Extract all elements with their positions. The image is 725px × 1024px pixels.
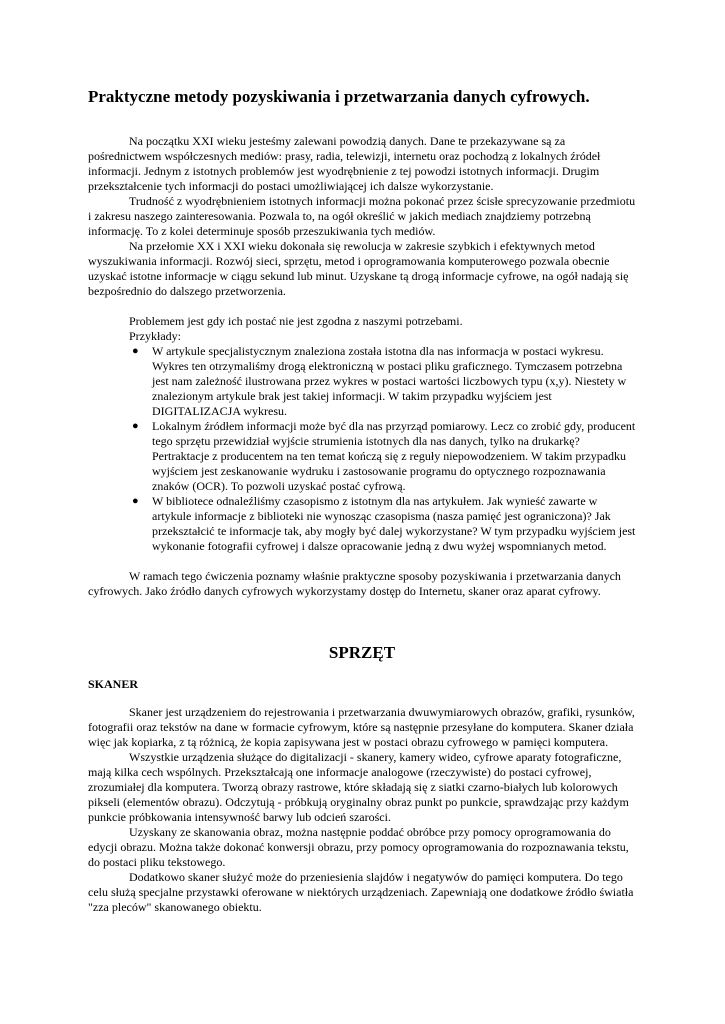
example-text-1: W artykule specjalistycznym znaleziona została istotna dla nas informacja w postaci wykresu. Wykres ten otrzymaliśmy drogą elektroniczną w postaci pliku graficznego. Tymczasem potrzebna jest nam zależność ilustrowana przez wykres w postaci wartości liczbowych typu (x,y). Niestety w znalezionym artykule brak jest takiej informacji. W takim przypadku wyjściem jest DIGITALIZACJA wykresu. [152, 344, 627, 418]
examples-label: Przykłady: [129, 329, 181, 343]
intro-section [88, 134, 636, 599]
section-heading: SPRZĘT [328, 643, 396, 662]
list-item [88, 494, 636, 554]
bullet-icon: ● [132, 420, 139, 432]
example-text-2: Lokalnym źródłem informacji może być dla nas przyrząd pomiarowy. Lecz co zrobić gdy, producent tego sprzętu przewidział wyjście strumienia istotnych dla nas danych, tylko na drukarkę? Pertraktacje z producentem na ten temat kończą się z reguły niepowodzeniem. W takim przypadku wyjściem jest zeskanowanie wydruku i zastosowanie programu do optycznego rozpoznawania znaków (OCR). To pozwoli uzyskać postać cyfrową. [152, 419, 636, 493]
list-item [88, 344, 636, 419]
scanner-section [88, 705, 636, 915]
intro-paragraph-3: Na przełomie XX i XXI wieku dokonała się rewolucja w zakresie szybkich i efektywnych metod wyszukiwania informacji. Rozwój sieci, sprzętu, metod i oprogramowania komputerowego pozwala obecnie uzyskać istotne informacje w ciągu sekund lub minut. Uzyskane tą drogą informacje cyfrowe, na ogół nadają się bezpośrednio do dalszego przetworzenia. [88, 239, 629, 298]
intro-paragraph-1: Na początku XXI wieku jesteśmy zalewani powodzią danych. Dane te przekazywane są za pośrednictwem współczesnych mediów: prasy, radia, telewizji, internetu oraz pochodzą z lokalnych źródeł informacji. Jednym z istotnych problemów jest wyodrębnienie z tej powodzi istotnych informacji. Drugim przekształcenie tych informacji do postaci umożliwiającej ich dalsze wykorzystanie. [88, 134, 601, 193]
intro-paragraph-2: Trudność z wyodrębnieniem istotnych informacji można pokonać przez ścisłe sprecyzowanie przedmiotu i zakresu naszego zainteresowania. Pozwala to, na ogół określić w jakich mediach znajdziemy potrzebną informację. To z kolei determinuje sposób przeszukiwania tych mediów. [88, 194, 636, 238]
examples-list [88, 344, 636, 554]
bullet-icon: ● [132, 345, 139, 357]
list-item [88, 419, 636, 494]
subsection-heading: SKANER [88, 677, 139, 691]
bullet-icon: ● [132, 495, 139, 507]
scanner-paragraph-3: Uzyskany ze skanowania obraz, można następnie poddać obróbce przy pomocy oprogramowania do edycji obrazu. Można także dokonać konwersji obrazu, przy pomocy oprogramowania do rozpoznawania tekstu, do postaci pliku tekstowego. [88, 825, 629, 869]
problem-statement: Problemem jest gdy ich postać nie jest zgodna z naszymi potrzebami. [129, 314, 463, 328]
summary-paragraph: W ramach tego ćwiczenia poznamy właśnie praktyczne sposoby pozyskiwania i przetwarzania danych cyfrowych. Jako źródło danych cyfrowych wykorzystamy dostęp do Internetu, skaner oraz aparat cyfrowy. [88, 569, 621, 598]
scanner-paragraph-1: Skaner jest urządzeniem do rejestrowania i przetwarzania dwuwymiarowych obrazów, grafiki, rysunków, fotografii oraz tekstów na dane w formacie cyfrowym, które są następnie przesyłane do komputera. Skaner działa więc jak kopiarka, z tą różnicą, że kopia zapisywana jest w postaci obrazu cyfrowego w pamięci komputera. [88, 705, 635, 749]
scanner-paragraph-2: Wszystkie urządzenia służące do digitalizacji - skanery, kamery wideo, cyfrowe aparaty fotograficzne, mają kilka cech wspólnych. Przekształcają one informacje analogowe (rzeczywiste) do postaci cyfrowej, zrozumiałej dla komputera. Tworzą obrazy rastrowe, które składają się z siatki czarno-białych lub kolorowych pikseli (elementów obrazu). Odczytują - próbkują oryginalny obraz punkt po punkcie, sprawdzając przy każdym punkcie próbkowania intensywność barwy lub odcień szarości. [88, 750, 629, 824]
scanner-paragraph-4: Dodatkowo skaner służyć może do przeniesienia slajdów i negatywów do pamięci komputera. Do tego celu służą specjalne przystawki oferowane w niektórych urządzeniach. Zapewniają one dodatkowe źródło światła "zza pleców" skanowanego obiektu. [88, 870, 634, 914]
document-title: Praktyczne metody pozyskiwania i przetwarzania danych cyfrowych. [88, 87, 590, 106]
example-text-3: W bibliotece odnaleźliśmy czasopismo z istotnym dla nas artykułem. Jak wynieść zawarte w artykule informacje z biblioteki nie wynosząc czasopisma (nasza pamięć jest ograniczona)? Jak przekształcić te informacje tak, aby mogły być dalej wykorzystane? W tym przypadku wyjściem jest wykonanie fotografii cyfrowej i dalsze opracowanie jedną z dwu wyżej wspomnianych metod. [152, 494, 636, 553]
